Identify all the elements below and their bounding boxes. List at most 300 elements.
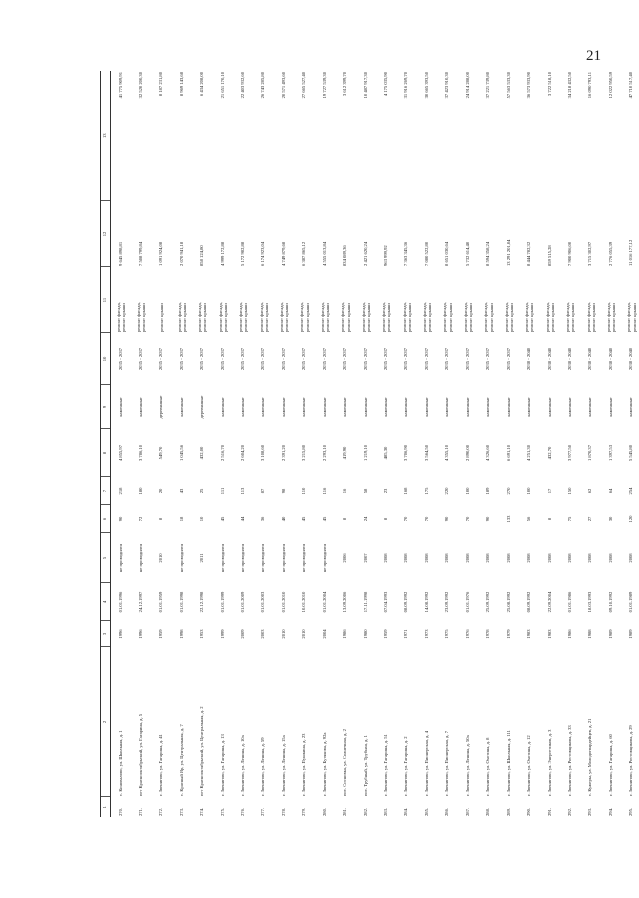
year-built-cell: 2009 <box>239 629 245 639</box>
address-cell: г. Звенигово, ул. Ленина, д. 15а <box>280 735 286 796</box>
address-cell: г. Звенигово, ул. Ростовцикова, д. 33 <box>566 725 572 796</box>
work-type-cell <box>397 267 417 333</box>
table-row <box>172 71 192 817</box>
residents-cell: 175 <box>423 487 429 495</box>
repair-period-cell: 2035 - 2037 <box>444 347 450 371</box>
address-cell: г. Звенигово, ул. Пионерская, д. 4 <box>423 731 429 796</box>
work-type-cell <box>254 267 274 333</box>
work-type-cell <box>233 267 253 333</box>
apartments-cell: 44 <box>239 516 245 522</box>
address-cell: с. Коновалово, ул. Школьная, д. 1 <box>117 730 123 796</box>
row-number: 292. <box>566 807 572 816</box>
row-number: 290. <box>526 807 532 816</box>
wall-material-cell: каменные <box>628 397 634 417</box>
year-built-cell: 2010 <box>301 629 307 639</box>
work-type-line: ремонт крыши <box>549 303 555 332</box>
address-cell: г. Звенигово, ул. Школьная, д. 111 <box>505 730 511 796</box>
residents-cell: 111 <box>219 487 225 495</box>
total-cost-cell: 37 221 739,80 <box>485 72 491 99</box>
cost-cell: 2 776 055,39 <box>607 241 613 266</box>
commission-date-cell: 25.08.1992 <box>505 591 511 613</box>
work-type-cell <box>213 267 233 333</box>
work-type-line: ремонт фасада, <box>401 302 407 332</box>
work-type-line: ремонт фасада, <box>462 302 468 332</box>
apartments-cell: 8 <box>383 517 388 521</box>
year-built-cell: 1989 <box>607 629 613 639</box>
table-row <box>335 71 355 817</box>
table-row <box>417 71 437 817</box>
commission-date-cell: 17.11.1998 <box>362 591 368 613</box>
cost-cell: 11 016 177,12 <box>628 239 634 266</box>
area-cell: 1 397,53 <box>607 444 613 462</box>
total-cost-cell: 8 969 143,68 <box>178 72 184 97</box>
address-cell: г. Звенигово, ул. Ростовцикова, д. 29 <box>628 725 634 796</box>
commission-date-cell: 08.09.1992 <box>526 591 532 613</box>
work-type-cell <box>581 267 601 333</box>
wall-material-cell: каменные <box>342 397 348 417</box>
work-type-line: ремонт фасада, <box>605 302 611 332</box>
work-type-line: ремонт крыши <box>222 303 228 332</box>
residents-cell: 16 <box>342 488 348 494</box>
cost-cell: 4 999 172,88 <box>219 241 225 266</box>
cost-cell: 7 363 345,36 <box>403 241 409 266</box>
area-cell: 1 045,56 <box>178 444 184 462</box>
repair-period-cell: 2035 - 2037 <box>137 347 143 371</box>
row-number: 280. <box>321 807 327 816</box>
work-type-cell <box>458 267 478 333</box>
area-cell: 3 564,50 <box>423 444 429 462</box>
apartments-cell: 90 <box>117 516 123 522</box>
apartments-cell: 56 <box>526 516 532 522</box>
address-cell: пгт Краснооктябрьский, ул. Центральная, д. 2 <box>199 706 205 796</box>
work-type-cell <box>519 267 539 333</box>
last-repair-cell: не проводился <box>117 543 123 573</box>
table-body <box>111 71 639 817</box>
table-header-row <box>101 71 111 817</box>
work-type-line: ремонт фасада, <box>524 302 530 332</box>
apartments-cell: 90 <box>444 516 450 522</box>
apartments-cell: 10 <box>199 516 205 522</box>
work-type-line: ремонт фасада, <box>238 302 244 332</box>
area-cell: 4 326,60 <box>485 444 491 462</box>
total-cost-cell: 22 403 932,60 <box>239 72 245 99</box>
residents-cell: 270 <box>505 487 511 495</box>
apartments-cell: 45 <box>301 516 307 522</box>
cost-cell: 858 124,80 <box>199 245 205 266</box>
cost-cell: 7 508 799,84 <box>137 241 143 266</box>
total-cost-cell: 57 563 533,30 <box>505 72 511 99</box>
work-type-line: ремонт крыши <box>631 303 637 332</box>
table-row <box>438 71 458 817</box>
commission-date-cell: 10.01.2010 <box>301 591 307 613</box>
last-repair-cell: не проводился <box>301 543 307 573</box>
column-header: 7 <box>101 477 111 505</box>
wall-material-cell: каменные <box>607 397 613 417</box>
wall-material-cell: каменные <box>526 397 532 417</box>
table-row <box>478 71 498 817</box>
year-built-cell: 1996 <box>117 629 123 639</box>
work-type-line: ремонт крыши <box>243 303 249 332</box>
last-repair-cell: 2008 <box>546 553 552 563</box>
total-cost-cell: 12 022 950,59 <box>607 72 613 99</box>
area-cell: 2 391,20 <box>280 444 286 462</box>
work-type-cell <box>172 267 192 333</box>
work-type-line: ремонт крыши <box>488 303 494 332</box>
repair-period-cell: 2038 - 2040 <box>566 347 572 371</box>
wall-material-cell: каменные <box>464 397 470 417</box>
work-type-line: ремонт крыши <box>468 303 474 332</box>
year-built-cell: 1971 <box>403 629 409 639</box>
work-type-cell <box>131 267 151 333</box>
apartments-cell: 36 <box>260 516 266 522</box>
work-type-cell <box>499 267 519 333</box>
column-header: 2 <box>101 647 111 797</box>
column-header: 10 <box>101 333 111 385</box>
commission-date-cell: 01.01.2003 <box>260 591 266 613</box>
area-cell: 432,70 <box>546 446 552 460</box>
column-header: 3 <box>101 621 111 647</box>
work-type-line: ремонт фасада, <box>115 302 121 332</box>
commission-date-cell: 09.10.1992 <box>607 591 613 613</box>
row-number: 284. <box>403 807 409 816</box>
work-type-cell <box>192 267 212 333</box>
year-built-cell: 1988 <box>587 629 593 639</box>
row-number: 295. <box>628 807 634 816</box>
work-type-line: ремонт крыши <box>158 303 164 332</box>
work-type-cell <box>294 267 314 333</box>
work-type-line: ремонт крыши <box>263 303 269 332</box>
column-header: 11 <box>101 267 111 333</box>
work-type-cell <box>601 267 621 333</box>
last-repair-cell: не проводился <box>137 543 143 573</box>
work-type-line: ремонт крыши <box>182 303 188 332</box>
apartments-cell: 30 <box>607 516 613 522</box>
cost-cell: 6 387 865,12 <box>301 241 307 266</box>
commission-date-cell: 22.09.2004 <box>546 591 552 613</box>
row-number: 282. <box>362 807 368 816</box>
wall-material-cell: каменные <box>423 397 429 417</box>
year-built-cell: 1983 <box>526 629 532 639</box>
cost-cell: 8 444 782,32 <box>526 241 532 266</box>
last-repair-cell: 2010 <box>158 553 164 563</box>
address-cell: г. Звенигово, ул. Гагарина, д. 51 <box>383 734 388 796</box>
work-type-line: ремонт фасада, <box>278 302 284 332</box>
commission-date-cell: 13.09.2006 <box>342 591 348 613</box>
residents-cell: 17 <box>546 488 552 494</box>
total-cost-cell: 16 090 793,11 <box>587 72 593 99</box>
year-built-cell: 1996 <box>137 629 143 639</box>
table-row <box>397 71 417 817</box>
table-row <box>376 71 396 817</box>
last-repair-cell: 2008 <box>423 553 429 563</box>
residents-cell: 254 <box>628 487 634 495</box>
row-number: 283. <box>383 807 388 816</box>
total-cost-cell: 20 571 493,60 <box>280 72 286 99</box>
row-number: 275. <box>219 807 225 816</box>
work-type-line: ремонт фасада, <box>565 302 571 332</box>
row-number: 291. <box>546 807 552 816</box>
wall-material-cell: каменные <box>219 397 225 417</box>
total-cost-cell: 34 218 432,50 <box>566 72 572 99</box>
row-number: 281. <box>342 807 348 816</box>
repair-period-cell: 2035 - 2037 <box>219 347 225 371</box>
cost-cell: 9 645 898,81 <box>117 241 123 266</box>
last-repair-cell: не проводился <box>280 543 286 573</box>
commission-date-cell: 23.09.1992 <box>444 591 450 613</box>
last-repair-cell: 2008 <box>607 553 613 563</box>
commission-date-cell: 01.01.1996 <box>117 591 123 613</box>
commission-date-cell: 22.12.1998 <box>199 591 205 613</box>
apartments-cell: 8 <box>342 517 348 521</box>
apartments-cell: 27 <box>587 516 593 522</box>
repair-period-cell: 2035 - 2037 <box>342 347 348 371</box>
work-type-line: ремонт фасада, <box>319 302 325 332</box>
commission-date-cell: 14.08.1992 <box>423 591 429 613</box>
table-row <box>499 71 519 817</box>
cost-cell: 859 515,28 <box>546 245 552 266</box>
cost-cell: 5 732 614,40 <box>464 241 470 266</box>
year-built-cell: 1978 <box>485 629 491 639</box>
area-cell: 3 706,90 <box>403 444 409 462</box>
apartments-cell: 72 <box>137 516 143 522</box>
wall-material-cell: каменные <box>301 397 307 417</box>
table-row <box>151 71 171 817</box>
repair-period-cell: 2035 - 2037 <box>383 347 388 371</box>
commission-date-cell: 01.01.1976 <box>464 591 470 613</box>
commission-date-cell: 18.03.1993 <box>587 591 593 613</box>
area-cell: 5 545,80 <box>628 444 634 462</box>
apartments-cell: 40 <box>280 516 286 522</box>
address-cell: пгт Краснооктябрьский, ул. Гагарина, д. 5 <box>137 713 143 796</box>
residents-cell: 25 <box>199 488 205 494</box>
row-number: 277. <box>260 807 266 816</box>
repair-period-cell: 2035 - 2037 <box>321 347 327 371</box>
column-header: 4 <box>101 583 111 621</box>
area-cell: 2 890,00 <box>464 444 470 462</box>
total-cost-cell: 37 423 910,30 <box>444 72 450 99</box>
total-cost-cell: 3 612 399,70 <box>342 72 348 97</box>
apartments-cell: 70 <box>403 516 409 522</box>
table-row <box>315 71 335 817</box>
work-type-line: ремонт крыши <box>386 303 392 332</box>
apartments-cell: 8 <box>546 517 552 521</box>
cost-cell: 2 421 620,24 <box>362 241 368 266</box>
row-number: 294. <box>607 807 613 816</box>
work-type-line: ремонт фасада, <box>381 302 387 332</box>
address-cell: г. Звенигово, ул. Ленина, д. 59 <box>260 737 266 796</box>
area-cell: 432,00 <box>199 446 205 460</box>
row-number: 272. <box>158 807 164 816</box>
total-cost-cell: 24 914 288,00 <box>464 72 470 99</box>
wall-material-cell: каменные <box>383 397 388 417</box>
row-number: 270. <box>117 807 123 816</box>
row-number: 276. <box>239 807 245 816</box>
commission-date-cell: 24.12.1997 <box>137 591 143 613</box>
area-cell: 6 691,10 <box>505 444 511 462</box>
wall-material-cell: каменные <box>403 397 409 417</box>
work-type-line: ремонт крыши <box>529 303 535 332</box>
work-type-line: ремонт крыши <box>509 303 515 332</box>
apartments-cell: 18 <box>178 516 184 522</box>
table-row <box>233 71 253 817</box>
total-cost-cell: 3 722 518,10 <box>546 72 552 97</box>
row-number: 279. <box>301 807 307 816</box>
table-row <box>254 71 274 817</box>
table-row <box>519 71 539 817</box>
repair-period-cell: 2035 - 2037 <box>362 347 368 371</box>
work-type-line: ремонт фасада, <box>299 302 305 332</box>
row-number: 289. <box>505 807 511 816</box>
work-type-line: ремонт крыши <box>325 303 331 332</box>
year-built-cell: 1953 <box>199 629 205 639</box>
table-row <box>356 71 376 817</box>
work-type-line: ремонт фасада, <box>626 302 632 332</box>
repair-period-cell: 2038 - 2040 <box>628 347 634 371</box>
area-cell: 1 219,10 <box>362 444 368 462</box>
work-type-line: ремонт фасада, <box>135 302 141 332</box>
wall-material-cell: каменные <box>178 397 184 417</box>
address-cell: г. Звенигово, ул. Ленина, д. 50а <box>464 735 470 796</box>
repair-period-cell: 2035 - 2037 <box>158 347 164 371</box>
total-cost-cell: 10 487 917,30 <box>362 72 368 99</box>
housing-register-table <box>100 71 639 817</box>
wall-material-cell: каменные <box>117 397 123 417</box>
residents-cell: 64 <box>607 488 613 494</box>
work-type-line: ремонт крыши <box>447 303 453 332</box>
year-built-cell: 1975 <box>444 629 450 639</box>
work-type-cell <box>540 267 560 333</box>
row-number: 286. <box>444 807 450 816</box>
address-cell: г. Звенигово, ул. Гагарина, д. 60 <box>607 734 613 796</box>
total-cost-cell: 32 520 200,30 <box>137 72 143 99</box>
total-cost-cell: 36 573 933,90 <box>526 72 532 99</box>
apartments-cell: 70 <box>464 516 470 522</box>
apartments-cell: 90 <box>485 516 491 522</box>
row-number: 273. <box>178 807 184 816</box>
apartments-cell: 70 <box>423 516 429 522</box>
repair-period-cell: 2035 - 2037 <box>485 347 491 371</box>
repair-period-cell: 2035 - 2037 <box>280 347 286 371</box>
work-type-line: ремонт крыши <box>284 303 290 332</box>
work-type-cell <box>151 267 171 333</box>
table-row <box>192 71 212 817</box>
repair-period-cell: 2035 - 2037 <box>423 347 429 371</box>
commission-date-cell: 08.09.1992 <box>403 591 409 613</box>
address-cell: г. Звенигово, ул. Гагарина, д. 13 <box>219 734 225 796</box>
total-cost-cell: 19 727 539,30 <box>321 72 327 99</box>
total-cost-cell: 8 187 231,80 <box>158 72 164 97</box>
residents-cell: 100 <box>526 487 532 495</box>
work-type-line: ремонт крыши <box>570 303 576 332</box>
area-cell: 2 516,70 <box>219 444 225 462</box>
last-repair-cell: не проводился <box>239 543 245 573</box>
total-cost-cell: 41 775 909,91 <box>117 72 123 99</box>
work-type-line: ремонт фасада, <box>197 302 203 332</box>
apartments-cell: 75 <box>566 516 572 522</box>
repair-period-cell: 2035 - 2037 <box>403 347 409 371</box>
residents-cell: 218 <box>117 487 123 495</box>
page-number: 21 <box>586 48 601 64</box>
column-header: 5 <box>101 533 111 583</box>
row-number: 278. <box>280 807 286 816</box>
residents-cell: 168 <box>403 487 409 495</box>
area-cell: 2 293,10 <box>321 444 327 462</box>
wall-material-cell: каменные <box>137 397 143 417</box>
repair-period-cell: 2038 - 2040 <box>607 347 613 371</box>
cost-cell: 8 651 030,64 <box>444 241 450 266</box>
last-repair-cell: 2006 <box>342 553 348 563</box>
year-built-cell: 1986 <box>342 629 348 639</box>
repair-period-cell: 2035 - 2037 <box>239 347 245 371</box>
work-type-line: ремонт фасада, <box>503 302 509 332</box>
wall-material-cell: каменные <box>444 397 450 417</box>
total-cost-cell: 30 665 393,50 <box>423 72 429 99</box>
work-type-line: ремонт крыши <box>120 303 126 332</box>
commission-date-cell: 01.01.1999 <box>219 591 225 613</box>
area-cell: 3 786,10 <box>137 444 143 462</box>
total-cost-cell: 31 916 269,70 <box>403 72 409 99</box>
total-cost-cell: 21 651 170,10 <box>219 72 225 99</box>
column-header: 8 <box>101 429 111 477</box>
address-cell: пос. Трубный, ул. Трубная, д. 1 <box>362 735 368 796</box>
row-number: 271. <box>137 807 143 816</box>
work-type-line: ремонт фасада, <box>585 302 591 332</box>
wall-material-cell: каменные <box>239 397 245 417</box>
last-repair-cell: 2008 <box>444 553 450 563</box>
work-type-line: ремонт фасада, <box>544 302 550 332</box>
residents-cell: 43 <box>178 488 184 494</box>
table-row <box>601 71 621 817</box>
column-header: 9 <box>101 385 111 429</box>
last-repair-cell: не проводился <box>321 543 327 573</box>
work-type-cell <box>478 267 498 333</box>
area-cell: 3 977,50 <box>566 444 572 462</box>
commission-date-cell: 01.01.1998 <box>178 591 184 613</box>
apartments-cell: 45 <box>219 516 225 522</box>
address-cell: г. Звенигово, ул. Гагарина, д. 41 <box>158 734 164 796</box>
row-number: 285. <box>423 807 429 816</box>
apartments-cell: 8 <box>158 517 164 521</box>
cost-cell: 7 900 906,00 <box>566 241 572 266</box>
last-repair-cell: 2008 <box>403 553 409 563</box>
table-row <box>581 71 601 817</box>
residents-cell: 100 <box>464 487 470 495</box>
work-type-line: ремонт фасада, <box>442 302 448 332</box>
work-type-line: ремонт фасада, <box>340 302 346 332</box>
work-type-cell <box>376 267 396 333</box>
cost-cell: 4 749 879,68 <box>280 241 286 266</box>
last-repair-cell: не проводился <box>219 543 225 573</box>
work-type-cell <box>335 267 355 333</box>
residents-cell: 62 <box>587 488 593 494</box>
table-row <box>294 71 314 817</box>
work-type-line: ремонт крыши <box>304 303 310 332</box>
year-built-cell: 1989 <box>628 629 634 639</box>
area-cell: 4 251,30 <box>526 444 532 462</box>
work-type-line: ремонт фасада, <box>176 302 182 332</box>
last-repair-cell: 2008 <box>464 553 470 563</box>
repair-period-cell: 2035 - 2037 <box>117 347 123 371</box>
repair-period-cell: 2035 - 2037 <box>301 347 307 371</box>
residents-cell: 20 <box>158 488 164 494</box>
residents-cell: 23 <box>383 488 388 494</box>
column-header: 1 <box>101 797 111 817</box>
last-repair-cell: 2008 <box>628 553 634 563</box>
wall-material-cell: каменные <box>362 397 368 417</box>
cost-cell: 2 070 941,18 <box>178 241 184 266</box>
year-built-cell: 1998 <box>178 629 184 639</box>
area-cell: 2 604,20 <box>239 444 245 462</box>
